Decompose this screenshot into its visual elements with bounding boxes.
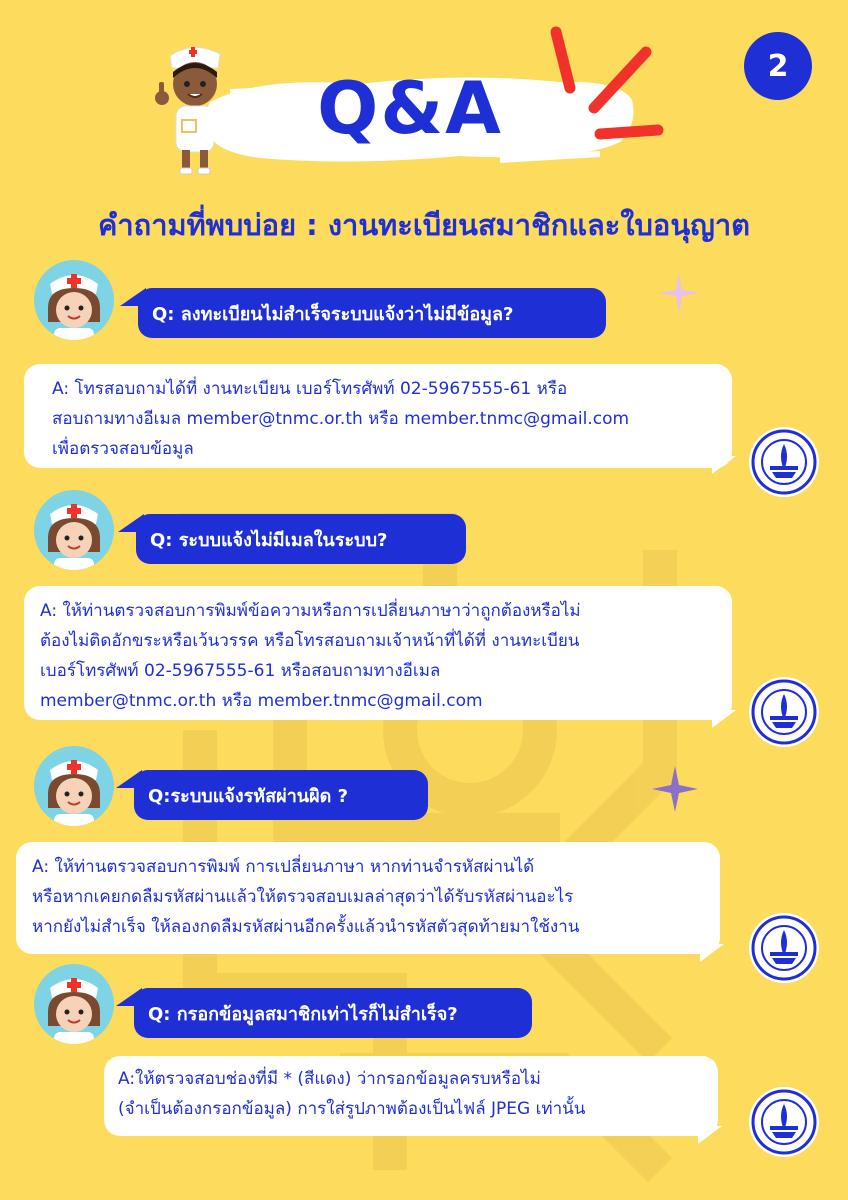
question-bubble (136, 514, 466, 564)
answer-text: A:ให้ตรวจสอบช่องที่มี * (สีแดง) ว่ากรอกข้อมูลครบหรือไม่ (118, 1069, 541, 1089)
sparkle-icon (658, 272, 700, 314)
question-text: Q:ระบบแจ้งรหัสผ่านผิด ? (148, 785, 349, 807)
nurse-avatar-icon (34, 964, 114, 1044)
page-subtitle: คำถามที่พบบ่อย : งานทะเบียนสมาชิกและใบอนุญาต (97, 208, 750, 242)
answer-text: A: ให้ท่านตรวจสอบการพิมพ์ การเปลี่ยนภาษา หากท่านจำรหัสผ่านได้ (32, 857, 535, 877)
question-text: Q: ระบบแจ้งไม่มีเมลในระบบ? (150, 529, 388, 551)
answer-bubble-tail (700, 944, 724, 962)
nurse-avatar-icon (34, 746, 114, 826)
council-seal-icon (748, 912, 820, 984)
answer-bubble-tail (712, 710, 736, 728)
burst-lines-icon (536, 22, 666, 162)
answer-text: หากยังไม่สำเร็จ ให้ลองกดลืมรหัสผ่านอีกครั้งแล้วนำรหัสตัวสุดท้ายมาใช้งาน (32, 917, 580, 937)
answer-bubble-tail (698, 1126, 722, 1144)
answer-text: เพื่อตรวจสอบข้อมูล (52, 439, 194, 459)
qa-title: Q&A (317, 66, 503, 150)
answer-text: ต้องไม่ติดอักขระหรือเว้นวรรค หรือโทรสอบถามเจ้าหน้าที่ได้ที่ งานทะเบียน (40, 631, 580, 651)
question-text: Q: ลงทะเบียนไม่สำเร็จระบบแจ้งว่าไม่มีข้อมูล? (152, 303, 514, 325)
answer-text: หรือหากเคยกดลืมรหัสผ่านแล้วให้ตรวจสอบเมลล่าสุดว่าได้รับรหัสผ่านอะไร (32, 887, 574, 907)
answer-bubble (104, 1056, 718, 1136)
nurse-avatar-icon (34, 260, 114, 340)
council-seal-icon (748, 1086, 820, 1158)
answer-text: (จำเป็นต้องกรอกข้อมูล) การใส่รูปภาพต้องเป็นไฟล์ JPEG เท่านั้น (118, 1099, 586, 1119)
answer-bubble (24, 364, 732, 468)
answer-bubble-tail (712, 456, 736, 474)
council-seal-icon (748, 676, 820, 748)
answer-bubble (16, 842, 720, 954)
sparkle-icon (652, 766, 698, 812)
answer-text: A: ให้ท่านตรวจสอบการพิมพ์ข้อความหรือการเปลี่ยนภาษาว่าถูกต้องหรือไม่ (40, 601, 581, 621)
question-text: Q: กรอกข้อมูลสมาชิกเท่าไรก็ไม่สำเร็จ? (148, 1003, 458, 1025)
answer-text: A: โทรสอบถามได้ที่ งานทะเบียน เบอร์โทรศัพท์ 02-5967555-61 หรือ (52, 379, 568, 399)
nurse-avatar-icon (34, 490, 114, 570)
page-number-badge: 2 (744, 32, 812, 100)
answer-bubble (24, 586, 732, 720)
question-bubble (134, 770, 428, 820)
answer-text: เบอร์โทรศัพท์ 02-5967555-61 หรือสอบถามทางอีเมล (40, 661, 441, 681)
answer-text: สอบถามทางอีเมล member@tnmc.or.th หรือ member.tnmc@gmail.com (52, 409, 630, 429)
answer-text: member@tnmc.or.th หรือ member.tnmc@gmail.com (40, 691, 483, 711)
question-bubble (138, 288, 606, 338)
question-bubble (134, 988, 532, 1038)
council-seal-icon (748, 426, 820, 498)
